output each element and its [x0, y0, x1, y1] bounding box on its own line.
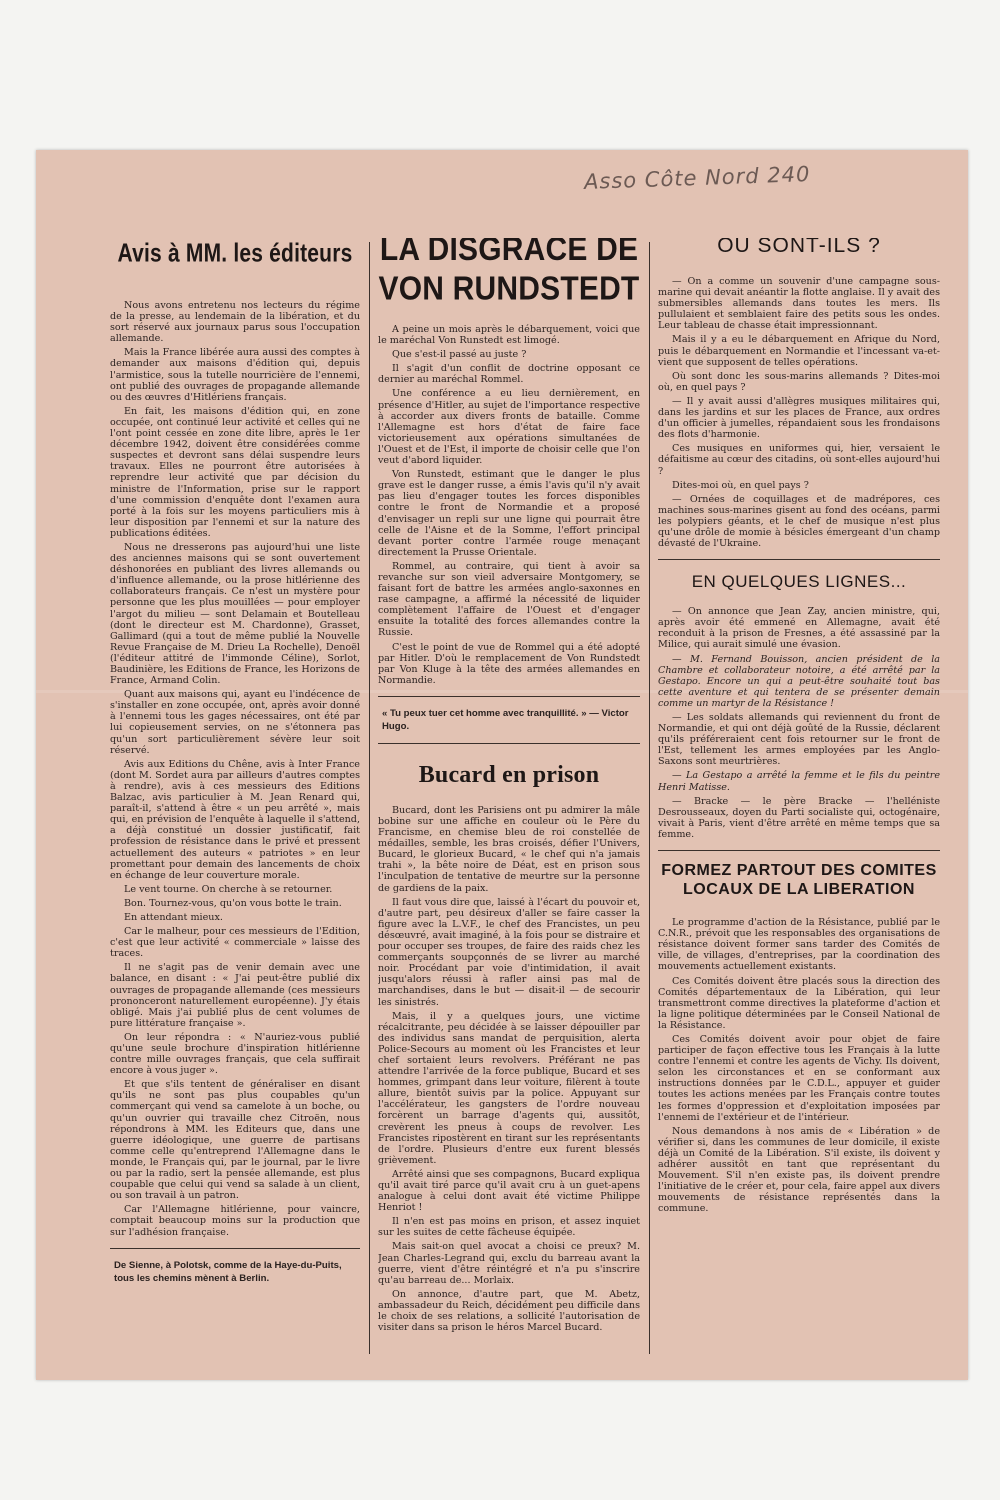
handwritten-note: Asso Côte Nord 240 [583, 162, 811, 194]
paragraph: Mais sait-on quel avocat a choisi ce preux? M. Jean Charles-Legrand qui, exclu du barreau avant la guerre, vient d'être réintégré et n'a pu s'inscrire qu'au barreau de... Morlaix. [378, 1241, 640, 1286]
paragraph: Ces Comités doivent avoir pour objet de faire participer de façon effective tous les Français à la lutte contre l'ennemi et contre les agents de Vichy. Ils doivent, selon les circonstances et en se conformant aux instructions données par le C.D.L., appuyer et guider toutes les actions menées par les Français contre toutes les formes d'oppression et d'exploitation imposées par l'ennemi de l'extérieur et de l'intérieur. [658, 1033, 940, 1123]
quote-hugo: « Tu peux tuer cet homme avec tranquillité. » — Victor Hugo. [382, 707, 629, 732]
column-ou-sont-ils [658, 238, 940, 1358]
paragraph: Bon. Tournez-vous, qu'on vous botte le train. [124, 897, 342, 909]
paragraph: On annonce, d'autre part, que M. Abetz, ambassadeur du Reich, décidément peu difficile dans le choix de ses relations, a sollicité l'autorisation de visiter dans sa prison le héros Marcel Bucard. [378, 1288, 640, 1334]
paragraph: En attendant mieux. [124, 911, 223, 923]
newspaper-sheet [36, 150, 968, 1380]
rule [378, 743, 640, 744]
paragraph: — M. Fernand Bouisson, ancien président de la Chambre et collaborateur notoire, a été arrêté par la Gestapo. Encore un qui a peut-être souhaité tout bas cette aventure et qui tentera de se présenter demain comme un martyr de la Résistance ! [658, 653, 940, 709]
paragraph: Le vent tourne. On cherche à se retourner. [124, 883, 333, 895]
paragraph: Mais la France libérée aura aussi des comptes à demander aux maisons d'édition qui, depuis l'armistice, sous la tutelle nourricière de l'ennemi, ont publié des ouvrages de propagande allemande ou des œuvres d'Hitlériens français. [110, 347, 360, 403]
article-comites [658, 917, 940, 1214]
paragraph: — Bracke — le père Bracke — l'helléniste Desrousseaux, doyen du Parti socialiste qui, octogénaire, vivait à Paris, vient d'être arrêté en même temps que sa femme. [658, 795, 940, 840]
article-quelques-lignes [658, 606, 940, 840]
headline-editeurs: Avis à MM. les éditeurs [117, 239, 353, 268]
article-editeurs [110, 300, 360, 1238]
paragraph: Bucard, dont les Parisiens ont pu admirer la mâle bobine sur une affiche en couleur où le Père du Francisme, en chemise bleu de roi constellée de médailles, semble, les bras croisés, défier l'Univers, Bucard, le glorieux Bucard, « le chef qui n'a jamais trahi », la bête noire de Déat, est en prison sous l'inculpation de tentative de meurtre sur la personne de gardiens de la paix. [378, 804, 640, 894]
headline-comites: FORMEZ PARTOUT DES COMITES LOCAUX DE LA LIBERATION [661, 862, 937, 899]
paragraph: Dites-moi où, en quel pays ? [672, 479, 809, 491]
paragraph: On leur répondra : « N'auriez-vous publié qu'une seule brochure d'inspiration hitlérienne contre mille ouvrages français, que cela suffirait encore à vous juger ». [110, 1031, 360, 1077]
headline-ou-sont-ils: OU SONT-ILS ? [717, 238, 881, 257]
column-rundstedt [378, 238, 640, 1358]
paragraph: En fait, les maisons d'édition qui, en zone occupée, ont continué leur activité et celles qui ne l'ont point cessée en zone dite libre, après le 1er décembre 1942, doivent être considérées comme suspectes et devront sans délai suspendre leurs travaux. Elles ne pourront être autorisées à reprendre leur activité que par décision du ministre de l'Information, prise sur le rapport d'une commission d'enquête dont l'examen aura porté à la fois sur les moyens particuliers mis à leur disposition par l'ennemi et sur la nature des publications éditées. [110, 405, 360, 539]
paragraph: — Ornées de coquillages et de madrépores, ces machines sous-marines gisent au fond des océans, parmi les polypiers géants, et le chef de musique n'est plus qu'une drôle de momie à bésicles émergeant d'un champ dévasté de l'Ukraine. [658, 493, 940, 550]
paragraph: Il n'en est pas moins en prison, et assez inquiet sur les suites de cette fâcheuse équipée. [378, 1216, 640, 1239]
paragraph: — Les soldats allemands qui reviennent du front de Normandie, et qui ont déjà goûté de la Russie, déclarent qu'ils préféreraient cent fois retourner sur le front de l'Est, tellement les armes employées par les Anglo-Saxons sont meurtrières. [658, 712, 940, 768]
page-content [110, 238, 950, 1368]
paragraph: Où sont donc les sous-marins allemands ? Dites-moi où, en quel pays ? [658, 370, 940, 393]
paragraph: Ces musiques en uniformes qui, hier, versaient le défaitisme au cœur des citadins, où sont-elles aujourd'hui ? [658, 443, 940, 477]
paragraph: Que s'est-il passé au juste ? [392, 349, 527, 361]
rule [378, 696, 640, 697]
paragraph: Ces Comités doivent être placés sous la direction des Comités départementaux de la Libération, qui leur transmettront comme directives la plateforme d'action et la ligne politique déterminées par le Conseil National de la Résistance. [658, 975, 940, 1031]
headline-rundstedt: LA DISGRACE DE VON RUNDSTEDT [378, 238, 640, 308]
paragraph: Avis aux Editions du Chêne, avis à Inter France (dont M. Sordet aura par ailleurs d'autres comptes à rendre), avis à ces messieurs des Editions Balzac, avis particulier à M. Jean Renard qui, paraît-il, s'attend à être « un peu arrêté », mais qui, en prévision de l'enquête à laquelle il s'attend, a déjà constitué un dossier justificatif, fait profession de résistance dans le privé et pressent actuellement des auteurs « patriotes » en leur promettant pour demain des lancements de choix en échange de leur couverture morale. [110, 758, 360, 881]
paragraph: Car l'Allemagne hitlérienne, pour vaincre, comptait beaucoup moins sur la production que sur l'adhésion française. [110, 1204, 360, 1238]
article-bucard [378, 805, 640, 1333]
paragraph: Quant aux maisons qui, ayant eu l'indécence de s'installer en zone occupée, ont, après avoir donné à l'ennemi tous les gages nécessaires, ont été par lui copieusement servies, on ne s'étonnera pas qu'un sort particulièrement sévère leur soit réservé. [110, 689, 360, 756]
paragraph: Nous ne dresserons pas aujourd'hui une liste des anciennes maisons qui se sont ouvertement déshonorées en publiant des livres allemands ou d'influence allemande, ou la prose hitlérienne des collaborateurs français. Ce n'est un mystère pour personne que les plus mouillées — pour employer l'argot du milieu — sont Delamain et Boutelleau (dont le directeur est M. Chardonne), Grasset, Gallimard (qui a tout de même publié la Nouvelle Revue Française de M. Drieu La Rochelle), Denoël (l'éditeur attitré de l'immonde Céline), Sorlot, Baudinière, les Editions de France, les Horizons de France, Armand Colin. [110, 541, 360, 687]
paragraph: — On annonce que Jean Zay, ancien ministre, qui, après avoir été emmené en Allemagne, avait été reconduit à la prison de Fresnes, a été assassiné par la Milice, qui aurait simulé une évasion. [658, 606, 940, 651]
paragraph: Mais, il y a quelques jours, une victime récalcitrante, peu décidée à se laisser dépouiller par des individus sans mandat de perquisition, alerta Police-Secours au moment où les Francistes et leur chef sortaient leurs revolvers. Préférant ne pas attendre l'arrivée de la force publique, Bucard et ses hommes, grimpant dans leur voiture, filèrent à toute allure, bientôt suivis par la police. Appuyant sur l'accélérateur, les gangsters de l'ordre nouveau forcèrent un barrage d'agents qui, aussitôt, crevèrent les pneus à coups de revolver. Les Francistes ripostèrent en tirant sur les représentants de l'ordre. Plusieurs d'entre eux furent blessés grièvement. [378, 1010, 640, 1166]
paragraph: Nous demandons à nos amis de « Libération » de vérifier si, dans les communes de leur domicile, il existe déjà un Comité de la Libération. S'il existe, ils doivent y adhérer aussitôt en tant que représentant du Mouvement. S'il n'en existe pas, ils doivent prendre l'initiative de le créer et, pour cela, faire appel aux divers mouvements de résistance représentés dans la commune. [658, 1125, 940, 1215]
paragraph: — Il y avait aussi d'allègres musiques militaires qui, dans les jardins et sur les places de France, aux ordres d'un officier à jumelles, répandaient sous les frondaisons des flots d'harmonie. [658, 395, 940, 441]
rule [658, 559, 940, 560]
paragraph: Mais il y a eu le débarquement en Afrique du Nord, puis le débarquement en Normandie et l'incessant va-et-vient que supposent de telles opérations. [658, 334, 940, 368]
paragraph: A peine un mois après le débarquement, voici que le maréchal Von Runstedt est limogé. [378, 324, 640, 347]
paragraph: Arrêté ainsi que ses compagnons, Bucard expliqua qu'il avait tiré parce qu'il avait cru à un guet-apens analogue à celui dont avait été victime Philippe Henriot ! [378, 1168, 640, 1214]
paragraph: Une conférence a eu lieu dernièrement, en présence d'Hitler, au sujet de l'importance respective à accorder aux divers fronts de bataille. Comme l'Allemagne est hors d'état de faire face victorieusement aux opérations simultanées de l'Ouest et de l'Est, il importe de choisir celle que l'on veut d'abord liquider. [378, 388, 640, 467]
article-ou-sont-ils [658, 276, 940, 549]
article-rundstedt [378, 324, 640, 686]
column-editeurs [110, 238, 360, 1358]
column-divider [369, 242, 370, 1354]
paragraph: Il ne s'agit pas de venir demain avec une balance, en disant : « J'ai peut-être publié dix ouvrages de propagande allemande (ces messieurs prononceront naturellement européenne). J'y étais obligé. Mais j'ai publié plus de cent volumes de pure littérature française ». [110, 962, 360, 1029]
paragraph: — On a comme un souvenir d'une campagne sous-marine qui devait anéantir la flotte anglaise. Il y avait des submersibles allemands dans toutes les mers. Ils pullulaient et semblaient faire des petits sous les ondes. Leur tableau de chasse était impressionnant. [658, 276, 940, 332]
paragraph: Il faut vous dire que, laissé à l'écart du pouvoir et, d'autre part, peu désireux d'aller se faire casser la figure avec la L.V.F., le chef des Francistes, un peu désœuvré, avait imaginé, à la fois pour se distraire et pour occuper ses troupes, de faire des raids chez les commerçants soupçonnés de se livrer au marché noir. Procédant par voie d'intimidation, il avait jusqu'alors réussi à rafler ainsi pas mal de marchandises, dans le but — disait-il — de secourir les sinistrés. [378, 896, 640, 1008]
paragraph: Car le malheur, pour ces messieurs de l'Edition, c'est que leur activité « commerciale » laisse des traces. [110, 926, 360, 960]
paragraph: Le programme d'action de la Résistance, publié par le C.N.R., prévoit que les responsables des organisations de résistance doivent former sans tarder des Comités de ville, de villages, d'entreprises, par la coordination des mouvements actuellement existants. [658, 917, 940, 973]
paragraph: Et que s'ils tentent de généraliser en disant qu'ils ne sont pas plus coupables qu'un commerçant qui vend sa camelote à un boche, ou qu'un ouvrier qui travaille chez Citroën, nous répondrons à MM. les Editeurs que, dans une guerre idéologique, une guerre de partisans comme celle qu'entreprend l'Allemagne dans le monde, le Français qui, par le journal, par le livre ou par la radio, sert la pensée allemande, est plus coupable que celui qui vend sa salade à un client, ou son travail à un patron. [110, 1079, 360, 1202]
rule [110, 1248, 360, 1249]
paragraph: C'est le point de vue de Rommel qui a été adopté par Hitler. D'où le remplacement de Von Rundstedt par Von Kluge à la tête des armées allemandes en Normandie. [378, 641, 640, 686]
paragraph: — La Gestapo a arrêté la femme et le fils du peintre Henri Matisse. [658, 770, 940, 793]
column-divider [649, 242, 650, 1354]
paragraph: Nous avons entretenu nos lecteurs du régime de la presse, au lendemain de la libération, et du sort réservé aux journaux parus sous l'occupation allemande. [110, 300, 360, 345]
paragraph: Von Runstedt, estimant que le danger le plus grave est le danger russe, a émis l'avis qu'il n'y avait pas lieu d'engager toutes les forces disponibles contre le front de Normandie et a proposé d'envisager un repli sur une ligne qui pourrait être celle de l'Aisne et de la Somme, l'effort principal devant porter contre l'armée rouge menaçant directement la Prusse Orientale. [378, 469, 640, 558]
rule [658, 850, 940, 851]
paragraph: Il s'agit d'un conflit de doctrine opposant ce dernier au maréchal Rommel. [378, 363, 640, 386]
headline-bucard: Bucard en prison [418, 761, 600, 788]
headline-quelques-lignes: EN QUELQUES LIGNES... [691, 572, 907, 592]
paragraph: Rommel, au contraire, qui tient à avoir sa revanche sur son vieil adversaire Montgomery, se faisant fort de battre les armées anglo-saxonnes en rase campagne, a affirmé la nécessité de liquider complètement l'affaire de l'Ouest et d'engager ensuite la totalité des forces allemandes contre la Russie. [378, 560, 640, 639]
quote-berlin: De Sienne, à Polotsk, comme de la Haye-du-Puits, tous les chemins mènent à Berlin. [114, 1259, 342, 1284]
